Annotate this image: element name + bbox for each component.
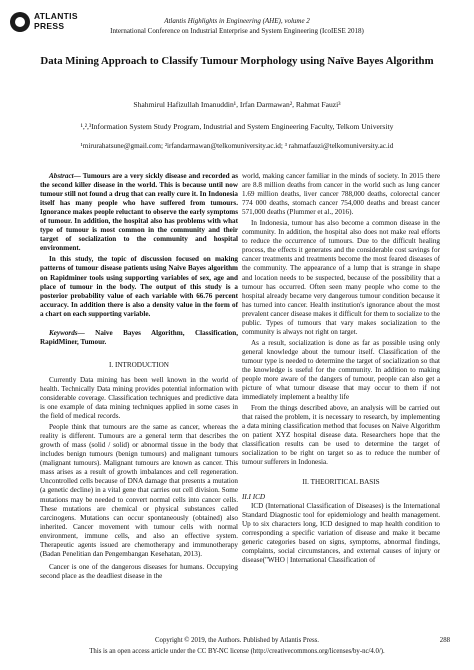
- abstract-paragraph: In this study, the topic of discussion focused on making patterns of tumour disease patients using Naive Bayes algorithm on Rapidminer tools using supporting variables of sex, age and place of tumour in the body. The output of this study is a posterior probability value of each variable with 66.76 percent accuracy. In addition there is also a density value in the form of a chart on each supporting variable.: [40, 255, 238, 318]
- author-emails: ¹mirurahatsune@gmail.com; ²irfandarmawan@telkomuniversity.ac.id; ³ rahmatfauzi@telkomuniversity.ac.id: [80, 142, 394, 150]
- body-paragraph: In Indonesia, tumour has also become a common disease in the community. In addition, the hospital also does not make real efforts to reduce the occurrence of tumours. Due to the difficult healing process, the effects it generates and the considerable cost savings for cancer treatments and treatments become the most feared diseases of the community. The appearance of a lump that is strange in shape and location needs to be suspected, because of the possibility that a tumour has occurred. Often seen many people who come to the hospital already became very dangerous tumour condition because it has turned into cancer. Health institution's ignorance about the most prevalent cancer disease makes it difficult for them to socialize to the public. Types of tumours that vary makes socialization to the community is always not right on target.: [242, 219, 440, 336]
- section-heading-introduction: I. INTRODUCTION: [109, 360, 169, 369]
- license-notice: This is an open access article under the CC BY-NC license (http://creativecommons.org/licenses/by-nc/4.0/).: [89, 648, 385, 655]
- conference-header: International Conference on Industrial Enterprise and System Engineering (IcoIESE 2018): [110, 27, 364, 35]
- page-number: 288: [439, 637, 450, 644]
- paper-title: Data Mining Approach to Classify Tumour Morphology using Naïve Bayes Algorithm: [40, 55, 434, 67]
- body-paragraph: Cancer is one of the dangerous diseases for humans. Occupying second place as the deadliest disease in the: [40, 562, 238, 580]
- body-paragraph: As a result, socialization is done as far as possible using only general knowledge about the tumour itself. Classification of the tumour type is needed to determine the target of socialization so that the knowledge is useful for the community. In addition to making people more aware of the dangers of tumour, people can also get a picture of what tumour disease that may occur to them if not immediately implement a healthy life: [242, 338, 440, 402]
- keywords-label: Keywords—: [49, 328, 85, 337]
- copyright-notice: Copyright © 2019, the Authors. Published by Atlantis Press.: [155, 637, 319, 644]
- keywords: [40, 329, 238, 347]
- keywords-text: Naive Bayes Algorithm, Classification, RapidMiner, Tumour.: [40, 328, 238, 346]
- abstract-paragraph: [40, 172, 238, 253]
- affiliation: ¹,²,³Information System Study Program, Industrial and System Engineering Faculty, Telkom University: [80, 122, 394, 131]
- right-column: [242, 172, 440, 565]
- abstract-dash: —: [73, 172, 83, 180]
- body-paragraph: From the things described above, an analysis will be carried out that raised the problem, it is necessary to research, by implementing a data mining classification method that focuses on Naive Algorithm on patient XYZ hospital disease data. Researchers hope that the classification results can be used to determine the target of socialization to be right on target so as to reduce the number of tumour sufferers in Indonesia.: [242, 404, 440, 467]
- authors: Shahmirul Hafizullah Imanuddin¹, Irfan Darmawan², Rahmat Fauzi³: [133, 100, 341, 109]
- body-paragraph: ICD (International Classification of Diseases) is the International Standard Diagnostic tool for epidemiology and health management. Up to six characters long, ICD designed to map health condition to corresponding a specific variation of disease and make it became generic categories based on signs, symptoms, abnormal findings, complaints, social circumstances, and external causes of injury or disease("WHO | International Classification of: [242, 501, 440, 564]
- section-heading-theoretical-basis: II. THEORITICAL BASIS: [302, 477, 380, 486]
- abstract: [40, 172, 238, 319]
- body-paragraph: Currently Data mining has been well known in the world of health. Technically Data mining provides potential information with considerable coverage. Classification techniques and predictive data is one example of data mining techniques applied in some cases in the field of medical records.: [40, 375, 238, 421]
- abstract-label: Abstract: [49, 172, 74, 180]
- logo-line-1: ATLANTIS: [34, 11, 78, 21]
- abstract-text: Tumours are a very sickly disease and recorded as the second killer disease in the world. This is because until now tumour still not found a drug that can really cure it. In Indonesia itself has many people who have suffered from tumours. Ignorance makes people reluctant to observe the early symptoms of tumour. In addition, the hospital also has problems with what type of tumour is most common in the community and their target of socialization to the community and hospital environment.: [40, 172, 239, 253]
- subsection-heading-icd: II.I ICD: [242, 492, 266, 501]
- journal-header: Atlantis Highlights in Engineering (AHE), volume 2: [164, 17, 310, 25]
- logo-line-2: PRESS: [34, 21, 65, 31]
- body-paragraph: People think that tumours are the same as cancer, whereas the reality is different. Tumours are a general term that describes the growth of mass (solid / solid) or abnormal tissue in the body that includes benign tumours (benign tumours) and malignant tumours (malignant tumours). Malignant tumours are known as cancer. This mass arises as a result of growth imbalances and cell regeneration. Uncontrolled cells because of DNA damage that presents a mutation (a genetic decline) in a vital gene that carries out cell division. Some mutations may be needed to convert normal cells into cancer cells. These mutations are chemical or physical substances called carcinogens. Mutations can occur spontaneously (obtained) also inherited. Cancer movement with tumour cells with normal environment, immune cells, and also an effective system. Therapeutic agents issued are chemotherapy and immunotherapy (Badan Penelitian dan Pengembangan Kesehatan, 2013).: [40, 423, 238, 558]
- body-paragraph: world, making cancer familiar in the minds of society. In 2015 there are 8.8 million deaths from cancer in the world such as lung cancer 1.69 million deaths, liver cancer 788,000 deaths, colorectal cancer 774 000 deaths, stomach cancer 754,000 deaths and breast cancer 571,000 deaths (Plummer et al., 2016).: [242, 172, 440, 217]
- left-column: [40, 172, 238, 581]
